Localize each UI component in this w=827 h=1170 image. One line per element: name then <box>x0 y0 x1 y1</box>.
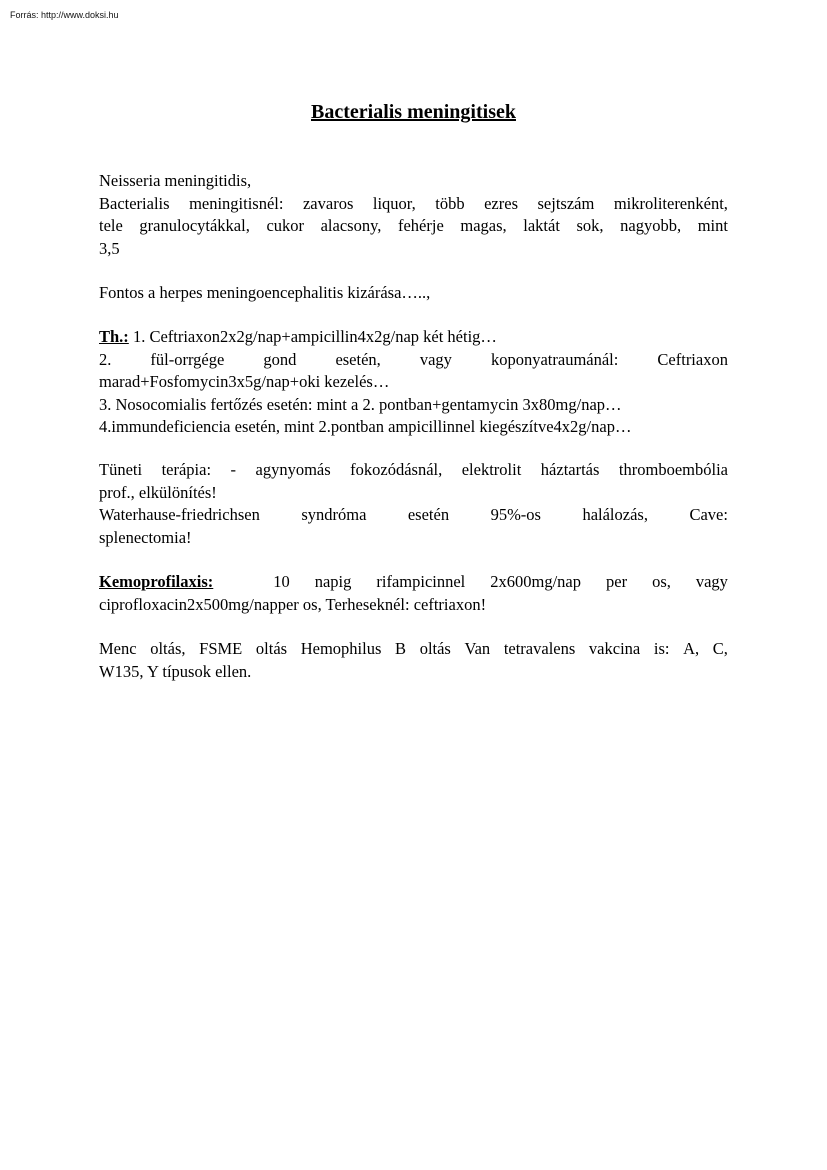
therapy-section <box>99 326 728 439</box>
word: esetén <box>407 505 450 524</box>
word: laktát <box>523 216 560 235</box>
word: is: <box>653 639 670 658</box>
word: napig <box>314 572 352 591</box>
word: ezres <box>484 193 518 213</box>
therapy-item-1-text: 1. Ceftriaxon2x2g/nap+ampicillin4x2g/nap két hétig… <box>128 327 497 346</box>
word: granulocytákkal, <box>139 216 250 235</box>
therapy-item-4: 4.immundeficiencia esetén, mint 2.pontban ampicillinnel kiegészítve4x2g/nap… <box>99 417 632 436</box>
word: Hemophilus <box>300 639 382 658</box>
word: több <box>435 193 465 213</box>
word: elektrolit <box>461 460 522 479</box>
page-title: Bacterialis meningitisek <box>311 101 516 123</box>
word: Waterhause-friedrichsen <box>99 505 260 524</box>
word: vakcina <box>588 639 641 658</box>
word: per <box>606 572 628 591</box>
herpes-paragraph <box>99 282 728 305</box>
word: sejtszám <box>537 193 595 213</box>
source-url: Forrás: http://www.doksi.hu <box>10 10 119 20</box>
word: syndróma <box>301 505 367 524</box>
intro-paragraph <box>99 170 728 260</box>
word: terápia: <box>161 460 212 479</box>
word: 95%-os <box>490 505 541 524</box>
intro-line-2 <box>99 193 728 216</box>
word: mikroliterenként, <box>613 193 728 213</box>
word: thromboembólia <box>618 460 728 479</box>
word: 10 <box>273 572 290 591</box>
word: meningitisnél: <box>189 193 284 213</box>
herpes-line: Fontos a herpes meningoencephalitis kizárása….., <box>99 283 431 302</box>
therapy-item-1 <box>99 326 728 349</box>
word: gond <box>263 349 297 369</box>
word: A, <box>683 639 700 658</box>
word: Cave: <box>689 505 728 524</box>
chemoprophylaxis-line-1 <box>99 571 728 594</box>
word: tetravalens <box>503 639 576 658</box>
word: Van <box>464 639 491 658</box>
word: 2. <box>99 349 112 369</box>
word: oltás <box>255 639 288 658</box>
word: os, <box>652 572 671 591</box>
word: B <box>395 639 407 658</box>
word: liquor, <box>372 193 416 213</box>
intro-line-3 <box>99 215 728 238</box>
symptomatic-line-4: splenectomia! <box>99 527 192 547</box>
word: nagyobb, <box>620 216 682 235</box>
word: fehérje <box>397 216 444 235</box>
symptomatic-line-3 <box>99 504 728 527</box>
word: Ceftriaxon <box>657 349 728 369</box>
word: háztartás <box>540 460 600 479</box>
intro-line-1: Neisseria meningitidis, <box>99 171 252 190</box>
word: fül-orrgége <box>150 349 225 369</box>
chemoprophylaxis-label: Kemoprofilaxis: <box>99 572 214 591</box>
word: alacsony, <box>320 216 382 235</box>
word: cukor <box>266 216 305 235</box>
word: FSME <box>199 639 243 658</box>
word: koponyatraumánál: <box>490 349 619 369</box>
word: vagy <box>419 349 452 369</box>
vaccines-line-1 <box>99 638 728 661</box>
word: mint <box>697 216 728 235</box>
symptomatic-line-2: prof., elkülönítés! <box>99 482 217 502</box>
word: oltás <box>419 639 451 658</box>
word: zavaros <box>302 193 354 213</box>
vaccines-section <box>99 638 728 683</box>
word: Bacterialis <box>99 193 170 213</box>
therapy-label: Th.: <box>99 327 129 346</box>
word: C, <box>712 639 728 658</box>
chemoprophylaxis-line-2: ciprofloxacin2x500mg/napper os, Terheseknél: ceftriaxon! <box>99 594 487 614</box>
word: rifampicinnel <box>376 572 466 591</box>
symptomatic-section <box>99 459 728 549</box>
word: tele <box>99 216 123 235</box>
symptomatic-line-1 <box>99 459 728 482</box>
spacer <box>238 571 248 594</box>
word: sok, <box>576 216 604 235</box>
word: halálozás, <box>582 505 648 524</box>
therapy-item-2-line-1 <box>99 349 728 372</box>
therapy-item-3: 3. Nosocomialis fertőzés esetén: mint a 2. pontban+gentamycin 3x80mg/nap… <box>99 394 622 414</box>
intro-line-4: 3,5 <box>99 238 120 258</box>
word: 2x600mg/nap <box>490 572 582 591</box>
word: esetén, <box>335 349 381 369</box>
vaccines-line-2: W135, Y típusok ellen. <box>99 661 252 681</box>
chemoprophylaxis-section <box>99 571 728 616</box>
word: - <box>230 460 237 479</box>
word: Menc <box>99 639 137 658</box>
word: agynyomás <box>255 460 331 479</box>
word: magas, <box>460 216 507 235</box>
word: fokozódásnál, <box>350 460 443 479</box>
word: vagy <box>695 572 728 591</box>
word: oltás, <box>150 639 186 658</box>
word: Tüneti <box>99 460 143 479</box>
therapy-item-2-line-2: marad+Fosfomycin3x5g/nap+oki kezelés… <box>99 372 390 391</box>
